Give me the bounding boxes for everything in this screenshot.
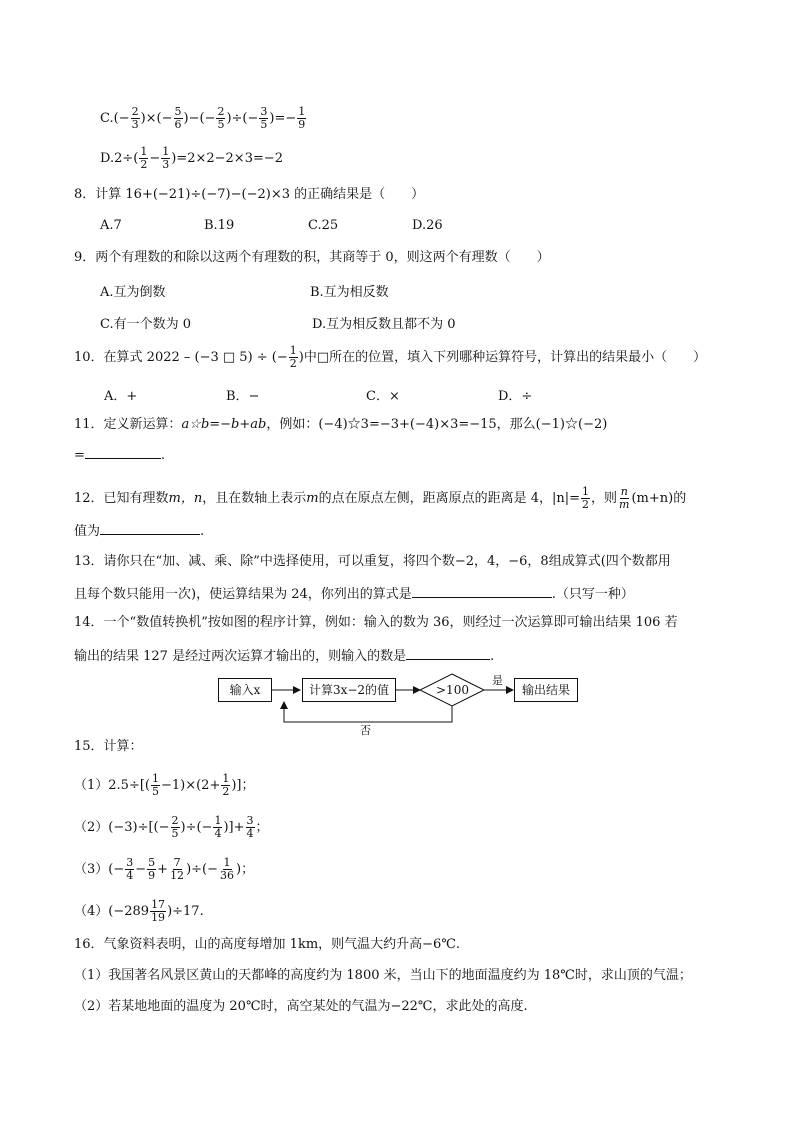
text: 10．在算式 2022 – (−3 □ 5) ÷ (−	[74, 350, 288, 365]
q14-line1: 14．一个“数值转换机”按如图的程序计算，例如：输入的数为 36，则经过一次运算即可输出结果 106 若	[74, 615, 678, 630]
formula: a☆b=−b+ab	[181, 417, 267, 432]
denominator: 4	[126, 869, 134, 882]
numerator: 5	[174, 105, 182, 118]
numerator: 3	[246, 814, 254, 827]
text: D.2÷(	[100, 151, 139, 166]
text: ；	[255, 820, 269, 835]
q16-part-2: （2）若某地地面的温度为 20℃时，高空某处的气温为−22℃，求此处的高度.	[74, 999, 528, 1014]
denominator: 2	[222, 785, 230, 798]
text: 的点在原点左侧，距离原点的距离是 4，|n|=	[318, 491, 581, 506]
denominator: 2	[582, 498, 590, 511]
q10-option-d: D．÷	[498, 389, 533, 404]
arrow-no-loop	[284, 702, 452, 722]
fraction	[171, 815, 180, 840]
denominator: 3	[131, 118, 139, 131]
fraction	[125, 857, 134, 882]
q8-option-c: C.25	[308, 218, 339, 233]
text: 11．定义新运算：	[74, 417, 182, 432]
numerator: 7	[173, 856, 181, 869]
numerator: 2	[131, 105, 139, 118]
numerator: 17	[151, 898, 166, 911]
text: )]+	[223, 820, 245, 835]
numerator: 1	[582, 485, 590, 498]
numerator: 5	[148, 856, 156, 869]
denominator: 4	[214, 827, 222, 840]
text: =	[74, 448, 85, 463]
denominator: 12	[170, 869, 185, 882]
text: .	[200, 524, 205, 539]
flow-compute-box: 计算3x−2的值	[302, 678, 396, 702]
text: )中□所在的位置，填入下列哪种运算符号，计算出的结果最小（ ）	[298, 350, 707, 365]
text: )]；	[231, 778, 255, 793]
fraction	[221, 773, 230, 798]
denominator: 3	[162, 158, 170, 171]
q10-option-b: B．−	[226, 389, 260, 404]
text: 值为	[74, 524, 101, 539]
denominator: 36	[220, 869, 234, 882]
q8-option-d: D.26	[412, 218, 443, 233]
text: （4）(−289	[74, 904, 150, 919]
numerator: 3	[126, 856, 134, 869]
text: −1)×(2+	[160, 778, 221, 793]
fraction	[147, 857, 156, 882]
text: )÷(−	[186, 862, 218, 877]
text: （1）2.5÷[(	[74, 778, 150, 793]
text: )；	[236, 862, 255, 877]
q10-option-c: C．×	[366, 389, 400, 404]
denominator: 2	[289, 357, 297, 370]
fraction	[151, 773, 160, 798]
fraction	[213, 815, 222, 840]
denominator: 5	[151, 785, 159, 798]
q9-stem: 9．两个有理数的和除以这两个有理数的积，其商等于 0，则这两个有理数（ ）	[74, 250, 550, 265]
q8-option-a: A.7	[100, 218, 122, 233]
text: )×(−	[140, 111, 173, 126]
text: ，则	[591, 491, 618, 506]
denominator: 5	[260, 118, 268, 131]
q9-option-c: C.有一个数为 0	[100, 317, 192, 332]
fraction	[169, 857, 185, 882]
numerator: 1	[289, 344, 297, 357]
denominator: 5	[217, 118, 225, 131]
text: (m+n)的	[631, 491, 687, 506]
denominator: 9	[298, 118, 306, 131]
q15-part-3	[74, 857, 254, 882]
denominator: 19	[151, 911, 166, 924]
text: ，例如：(−4)☆3=−3+(−4)×3=−15，那么(−1)☆(−2)	[266, 417, 608, 432]
q15-part-4	[74, 899, 204, 924]
text: +	[157, 862, 169, 877]
text: C.(−	[100, 111, 130, 126]
text: .	[490, 649, 495, 664]
denominator: 5	[171, 827, 179, 840]
numerator: 1	[214, 814, 222, 827]
denominator: 6	[174, 118, 182, 131]
q13-line1: 13．请你只在“加、减、乘、除”中选择使用，可以重复，将四个数−2，4，−6，8组成算式(四个数都用	[74, 554, 671, 569]
text: 输出的结果 127 是经过两次运算才输出的，则输入的数是	[74, 649, 407, 664]
text: )÷(−	[180, 820, 213, 835]
text: 且每个数只能用一次)，使运算结果为 24，你列出的算式是	[74, 587, 412, 602]
flow-yes-label: 是	[492, 674, 503, 687]
q16-stem: 16．气象资料表明，山的高度每增加 1km，则气温大约升高−6℃.	[74, 937, 460, 952]
numerator: 1	[222, 772, 230, 785]
flow-output-box: 输出结果	[514, 678, 578, 702]
fraction	[246, 815, 255, 840]
text: ，且在数轴上表示	[202, 491, 307, 506]
numerator: 1	[223, 856, 231, 869]
flow-input-box: 输入x	[218, 678, 272, 702]
q9-option-b: B.互为相反数	[310, 285, 389, 300]
numerator: 3	[260, 105, 268, 118]
text: 12．已知有理数	[74, 491, 169, 506]
numerator: n	[620, 485, 628, 498]
text: )÷17.	[167, 904, 204, 919]
q16-part-1: （1）我国著名风景区黄山的天都峰的高度约为 1800 米，当山下的地面温度约为 18℃时，求山顶的气温；	[74, 968, 692, 983]
q11-answer-line: = .	[74, 444, 165, 465]
variables: m，n	[168, 491, 203, 506]
text: )÷(−	[226, 111, 259, 126]
q9-option-d: D.互为相反数且都不为 0	[312, 317, 456, 332]
denominator: 2	[140, 158, 148, 171]
q15-title: 15．计算：	[74, 739, 143, 754]
text: )=−	[269, 111, 297, 126]
text: （2）(−3)÷[(−	[74, 820, 170, 835]
text: .（只写一种）	[551, 587, 634, 602]
numerator: 1	[151, 772, 159, 785]
fraction	[150, 899, 166, 924]
text: （3）(−	[74, 862, 125, 877]
text: −	[149, 151, 161, 166]
text: )−(−	[183, 111, 216, 126]
flow-condition-label: >100	[436, 683, 469, 697]
q9-option-a: A.互为倒数	[100, 285, 166, 300]
q15-part-2	[74, 815, 269, 840]
denominator: m	[619, 498, 630, 511]
flow-no-label: 否	[360, 724, 371, 737]
q10-option-a: A．+	[104, 389, 138, 404]
q8-stem: 8．计算 16+(−21)÷(−7)−(−2)×3 的正确结果是（ ）	[74, 187, 425, 202]
text: )=2×2−2×3=−2	[171, 151, 284, 166]
numerator: 1	[298, 105, 306, 118]
fraction	[219, 857, 235, 882]
text: −	[135, 862, 147, 877]
numerator: 1	[162, 145, 170, 158]
q15-part-1	[74, 773, 255, 798]
numerator: 2	[217, 105, 225, 118]
numerator: 2	[171, 814, 179, 827]
q8-option-b: B.19	[204, 218, 235, 233]
variable-m: m	[306, 491, 319, 506]
denominator: 4	[246, 827, 254, 840]
denominator: 9	[148, 869, 156, 882]
numerator: 1	[140, 145, 148, 158]
